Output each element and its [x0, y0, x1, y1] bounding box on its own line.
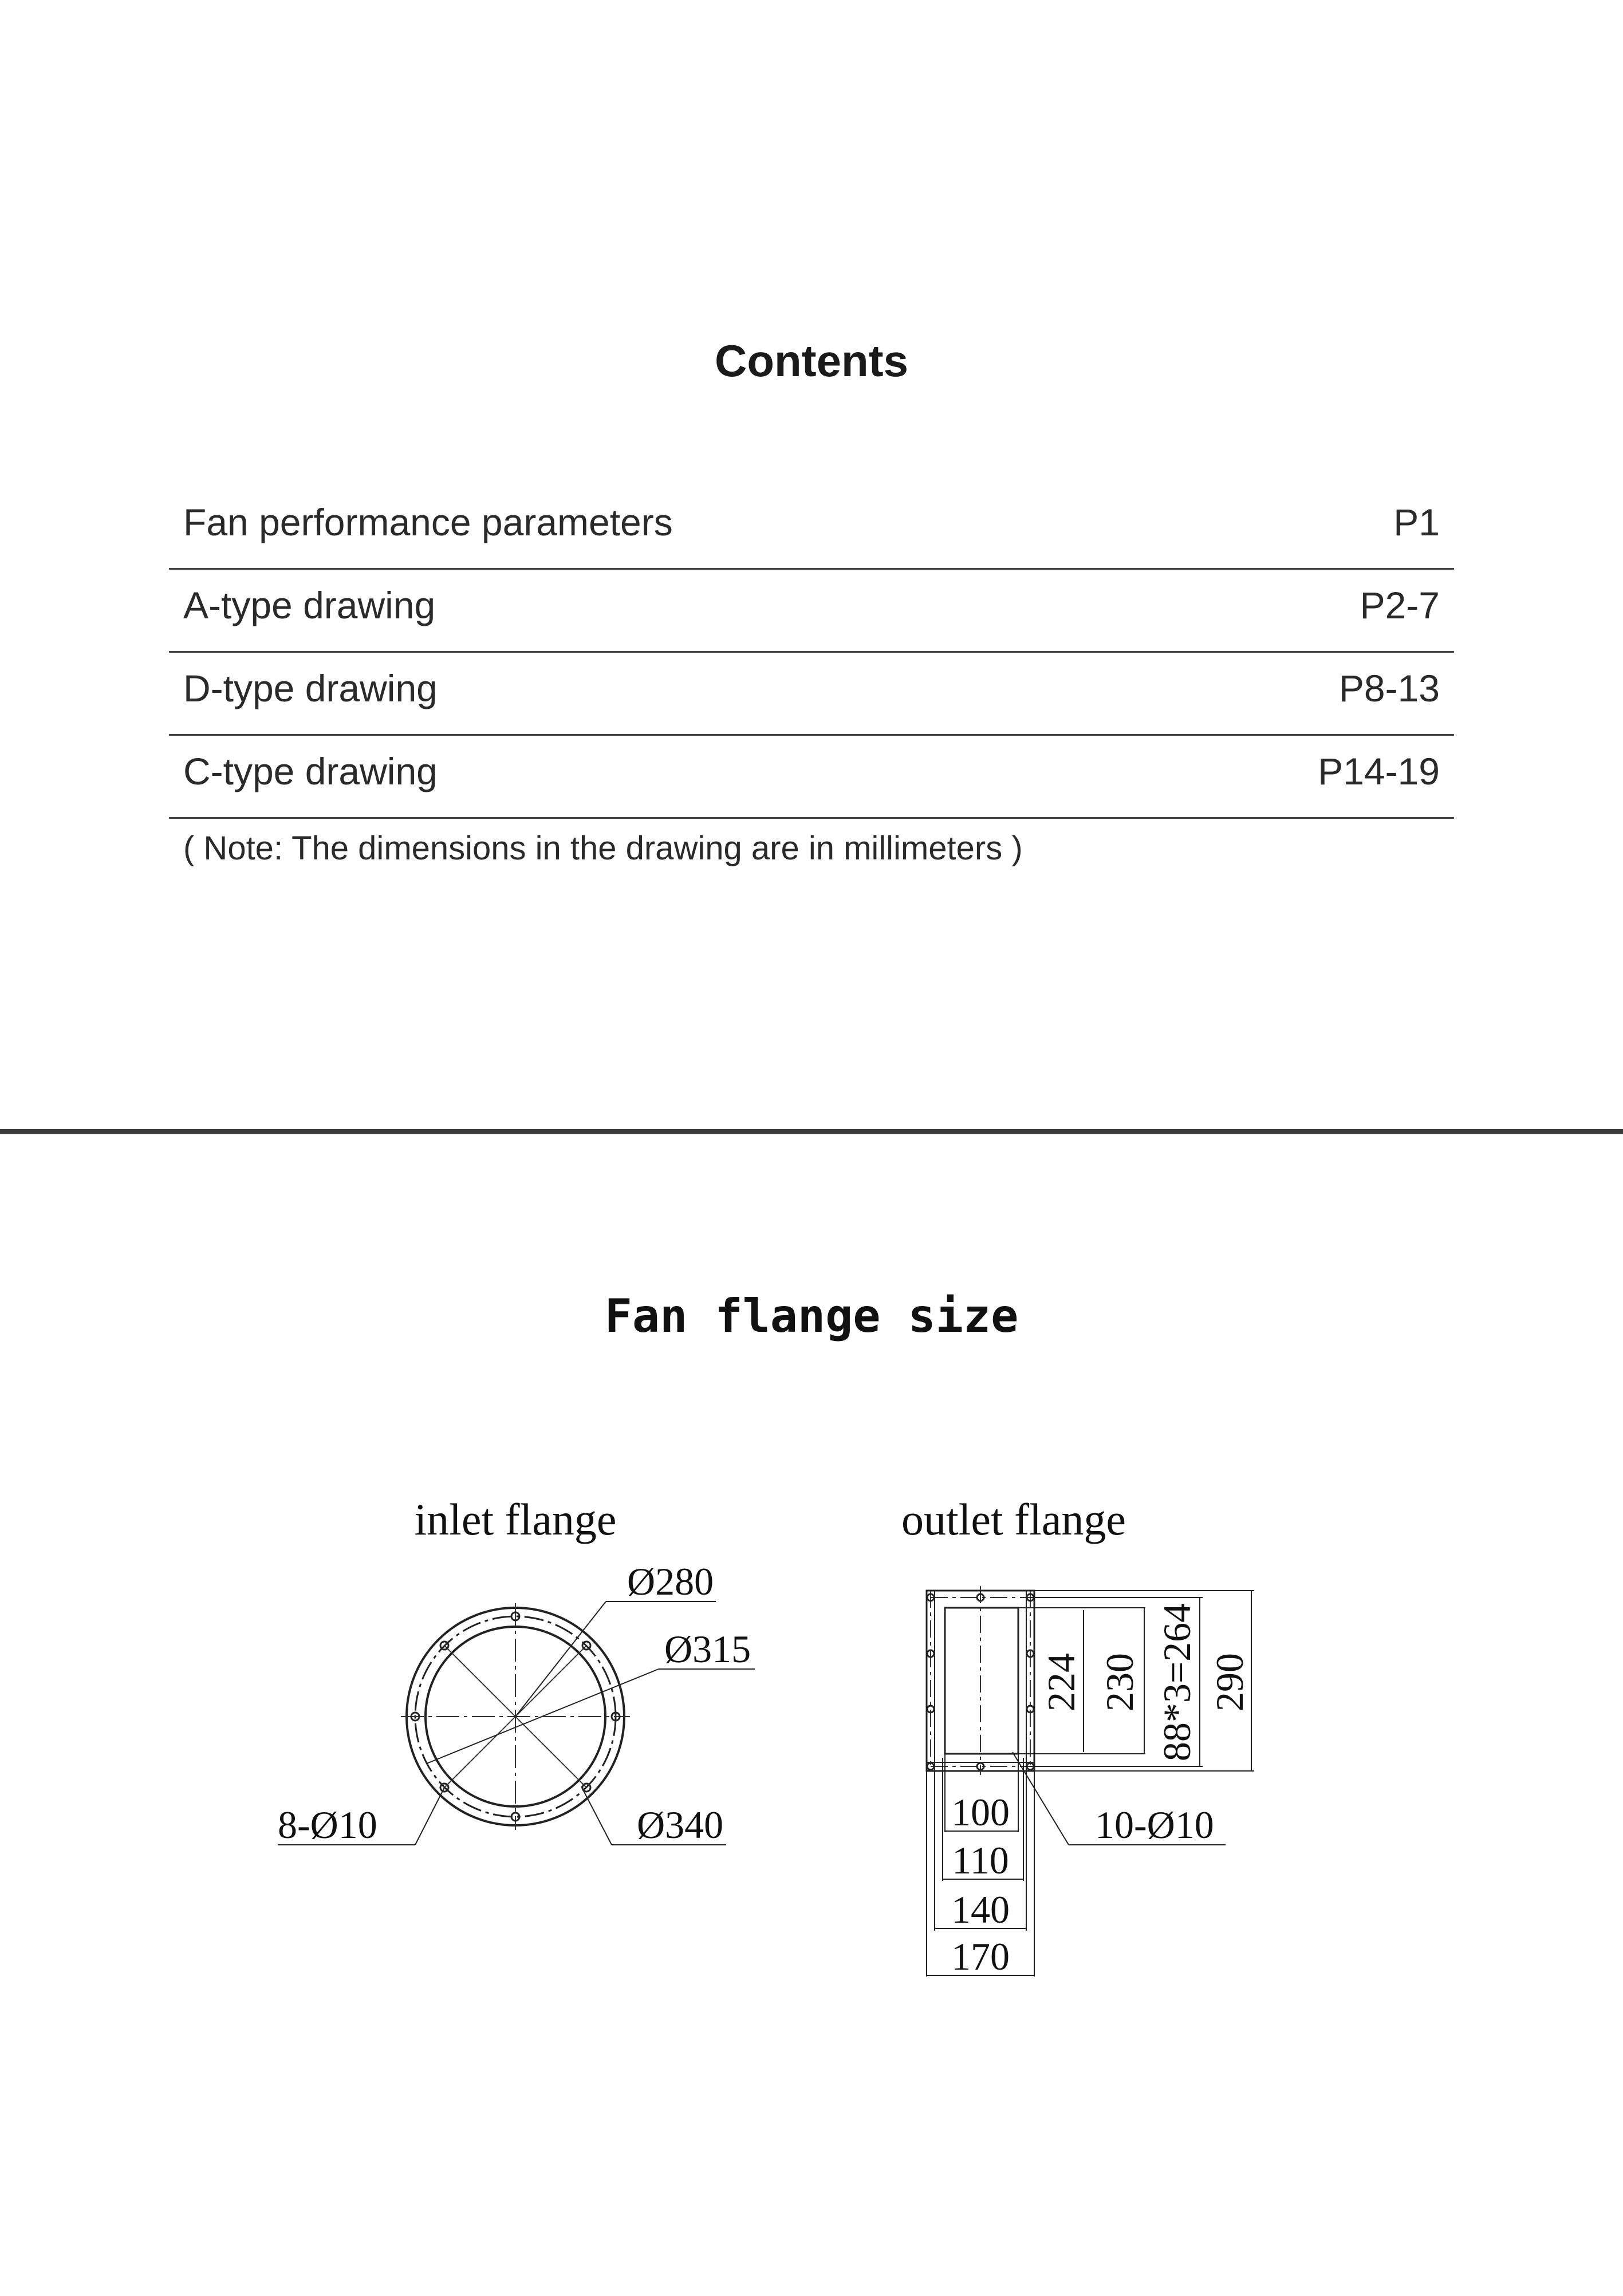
dim-inlet-inner: Ø280 [627, 1560, 714, 1603]
toc-label: D-type drawing [183, 667, 438, 709]
dim-outlet-110: 110 [952, 1839, 1009, 1882]
contents-title: Contents [715, 336, 908, 386]
inlet-flange-drawing [278, 1494, 755, 1847]
outlet-opening [945, 1608, 1018, 1754]
dim-outlet-230: 230 [1098, 1653, 1141, 1711]
toc-label: Fan performance parameters [183, 501, 673, 543]
flange-section-title: Fan flange size [604, 1289, 1019, 1343]
leader-line [581, 1786, 612, 1845]
dim-outlet-140: 140 [951, 1888, 1010, 1931]
dim-outlet-100: 100 [951, 1790, 1010, 1834]
toc-page: P1 [1393, 501, 1440, 543]
leader-line [415, 1788, 444, 1845]
dim-outlet-290: 290 [1208, 1653, 1251, 1711]
dim-outlet-170: 170 [951, 1935, 1010, 1978]
dim-outlet-224: 224 [1039, 1653, 1083, 1711]
units-note: ( Note: The dimensions in the drawing are in millimeters ) [183, 830, 1023, 867]
toc-page: P14-19 [1318, 750, 1440, 792]
dim-outlet-holes: 10-Ø10 [1095, 1803, 1214, 1847]
dim-inlet-bolt-circle: Ø315 [664, 1627, 751, 1671]
dim-inlet-outer: Ø340 [637, 1803, 724, 1847]
outlet-flange-drawing [901, 1494, 1254, 1978]
toc-label: A-type drawing [183, 584, 436, 626]
outlet-flange-title: outlet flange [901, 1494, 1126, 1544]
toc-page: P8-13 [1338, 667, 1440, 709]
toc-page: P2-7 [1360, 584, 1440, 626]
inlet-flange-title: inlet flange [414, 1494, 617, 1544]
dim-inlet-holes: 8-Ø10 [278, 1803, 377, 1847]
toc-label: C-type drawing [183, 750, 438, 792]
dim-outlet-pitch: 88*3=264 [1155, 1603, 1199, 1762]
